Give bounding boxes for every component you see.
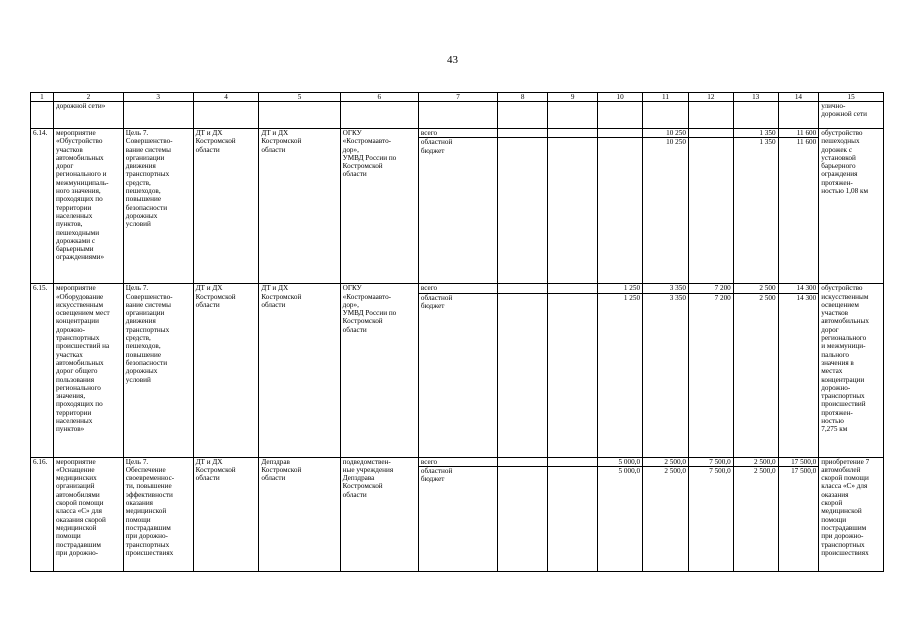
table-row — [31, 102, 884, 129]
value-cell: 1 350 — [733, 138, 778, 284]
value-cell: 14 300 — [778, 284, 819, 293]
responsible-cell: ДТ и ДХ Костромской области — [193, 129, 259, 284]
goal-cell: Цель 7. Совершенство- вание системы организации движения транспортных средств, пешеходов, повышение безопасности дорожных условий — [123, 284, 193, 457]
participant-cell: ОГКУ «Костромаавто- дор», УМВД России по Костромской области — [340, 284, 418, 457]
result-cell: приобретение 7 автомобилей скорой помощи класса «С» для оказания скорой медицинской помощи пострадавшим при дорожно- транспортных происшествиях — [819, 457, 884, 571]
value-cell — [688, 138, 733, 284]
funding-source: областной бюджет — [418, 138, 497, 284]
value-cell — [498, 466, 548, 571]
header-cell: 5 — [259, 93, 340, 102]
header-cell: 13 — [733, 93, 778, 102]
value-cell — [498, 129, 548, 138]
value-cell — [548, 457, 598, 466]
value-cell — [548, 129, 598, 138]
value-cell: 11 600 — [778, 138, 819, 284]
row-number: 6.14. — [31, 129, 54, 284]
header-cell: 4 — [193, 93, 259, 102]
header-cell: 7 — [418, 93, 497, 102]
value-cell: 7 500,0 — [688, 457, 733, 466]
value-cell: 7 200 — [688, 284, 733, 293]
participant-cell: ОГКУ «Костромаавто- дор», УМВД России по Костромской области — [340, 129, 418, 284]
value-cell: 3 350 — [643, 284, 689, 293]
value-cell — [548, 293, 598, 457]
coexecutor-cell — [259, 102, 340, 129]
value-cell — [733, 102, 778, 129]
coexecutor-cell: ДТ и ДХ Костромской области — [259, 284, 340, 457]
header-cell: 14 — [778, 93, 819, 102]
header-cell: 1 — [31, 93, 54, 102]
value-cell: 2 500,0 — [733, 457, 778, 466]
result-cell: обустройство искусственным освещением участков автомобильных дорог регионального и межмуници- пального значения в местах концентрации дорожно- транспортных происшествий протяжен- ностью 7,275 км — [819, 284, 884, 457]
result-cell: улично- дорожной сети — [819, 102, 884, 129]
goal-cell — [123, 102, 193, 129]
funding-source: всего — [418, 284, 497, 293]
coexecutor-cell: ДТ и ДХ Костромской области — [259, 129, 340, 284]
measure-name: дорожной сети» — [53, 102, 123, 129]
value-cell — [548, 138, 598, 284]
value-cell: 10 250 — [643, 129, 689, 138]
value-cell — [498, 457, 548, 466]
value-cell — [548, 102, 598, 129]
source-cell — [418, 102, 497, 129]
result-cell: обустройство пешеходных дорожек с установкой барьерного ограждения протяжен- ностью 1,08 км — [819, 129, 884, 284]
value-cell — [598, 129, 643, 138]
funding-source: областной бюджет — [418, 466, 497, 571]
header-cell: 6 — [340, 93, 418, 102]
value-cell — [688, 129, 733, 138]
value-cell — [643, 102, 689, 129]
row-number: 6.16. — [31, 457, 54, 571]
value-cell: 1 350 — [733, 129, 778, 138]
responsible-cell: ДТ и ДХ Костромской области — [193, 284, 259, 457]
value-cell — [778, 102, 819, 129]
value-cell: 17 500,0 — [778, 457, 819, 466]
value-cell — [548, 466, 598, 571]
funding-source: областной бюджет — [418, 293, 497, 457]
value-cell — [498, 284, 548, 293]
header-cell: 12 — [688, 93, 733, 102]
table-row — [31, 457, 884, 466]
value-cell: 1 250 — [598, 284, 643, 293]
header-cell: 10 — [598, 93, 643, 102]
value-cell — [598, 138, 643, 284]
value-cell: 2 500,0 — [643, 466, 689, 571]
value-cell: 14 300 — [778, 293, 819, 457]
value-cell: 2 500,0 — [733, 466, 778, 571]
goal-cell: Цель 7. Обеспечение своевременнос- ти, повышение эффективности оказания медицинской помощи пострадавшим при дорожно- транспортных происшествиях — [123, 457, 193, 571]
value-cell: 2 500 — [733, 284, 778, 293]
responsible-cell: ДТ и ДХ Костромской области — [193, 457, 259, 571]
value-cell — [598, 102, 643, 129]
participant-cell: подведомствен- ные учреждения Депздрава Костромской области — [340, 457, 418, 571]
header-cell: 2 — [53, 93, 123, 102]
participant-cell — [340, 102, 418, 129]
funding-source: всего — [418, 457, 497, 466]
value-cell — [688, 102, 733, 129]
row-number: 6.15. — [31, 284, 54, 457]
value-cell: 10 250 — [643, 138, 689, 284]
responsible-cell — [193, 102, 259, 129]
measure-name: мероприятие «Оснащение медицинских организаций автомобилями скорой помощи класса «С» для оказания скорой медицинской помощи пострадавшим при дорожно- — [53, 457, 123, 571]
value-cell: 7 500,0 — [688, 466, 733, 571]
header-cell: 11 — [643, 93, 689, 102]
value-cell: 1 250 — [598, 293, 643, 457]
budget-table — [30, 92, 884, 572]
value-cell: 2 500,0 — [643, 457, 689, 466]
value-cell — [498, 102, 548, 129]
table-row — [31, 284, 884, 293]
table-row — [31, 129, 884, 138]
value-cell: 17 500,0 — [778, 466, 819, 571]
value-cell: 7 200 — [688, 293, 733, 457]
row-number — [31, 102, 54, 129]
page-number: 43 — [447, 54, 458, 66]
header-cell: 15 — [819, 93, 884, 102]
value-cell: 11 600 — [778, 129, 819, 138]
value-cell — [548, 284, 598, 293]
goal-cell: Цель 7. Совершенство- вание системы организации движения транспортных средств, пешеходов, повышение безопасности дорожных условий — [123, 129, 193, 284]
value-cell: 5 000,0 — [598, 457, 643, 466]
header-row — [31, 93, 884, 102]
coexecutor-cell: Депздрав Костромской области — [259, 457, 340, 571]
value-cell: 2 500 — [733, 293, 778, 457]
value-cell — [498, 293, 548, 457]
value-cell: 5 000,0 — [598, 466, 643, 571]
value-cell — [498, 138, 548, 284]
funding-source: всего — [418, 129, 497, 138]
header-cell: 3 — [123, 93, 193, 102]
value-cell: 3 350 — [643, 293, 689, 457]
measure-name: мероприятие «Оборудование искусственным освещением мест концентрации дорожно- транспортных происшествий на участках автомобильных дорог общего пользования регионального значения, проходящих по территории населенных пунктов» — [53, 284, 123, 457]
measure-name: мероприятие «Обустройство участков автомобильных дорог регионального и межмуниципаль- ного значения, проходящих по территории населенных пунктов, пешеходными дорожками с барьерными ограждениями» — [53, 129, 123, 284]
header-cell: 8 — [498, 93, 548, 102]
header-cell: 9 — [548, 93, 598, 102]
